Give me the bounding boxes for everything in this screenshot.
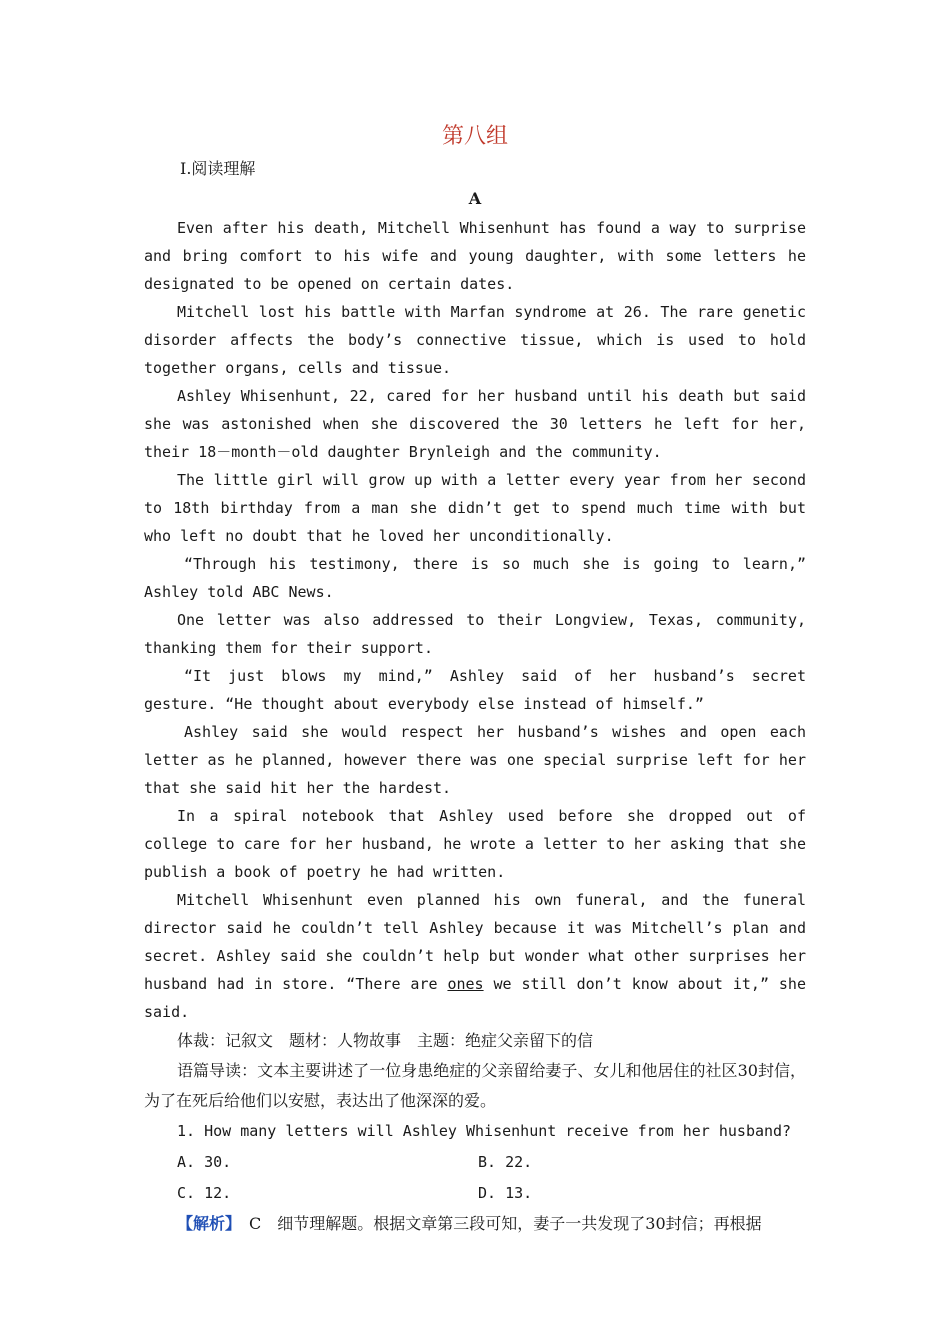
passage-text: Mitchell Whisenhunt even planned his own funeral, and the funeral director said he couldn’t tell Ashley because it was Mitchell’s plan and secret. Ashley said she couldn’t help but wonder what other surprises her husband had in store. “There are [144, 891, 806, 993]
document-page [144, 120, 806, 1239]
answer-explanation [144, 1209, 806, 1239]
answer-text: 细节理解题。根据文章第三段可知，妻子一共发现了30封信；再根据 [277, 1214, 762, 1233]
answer-letter: C [249, 1214, 262, 1233]
passage-paragraph: Ashley Whisenhunt, 22, cared for her husband until his death but said she was astonished when she discovered the 30 letters he left for her, their 18－month－old daughter Brynleigh and the community. [144, 387, 806, 461]
passage-paragraph: In a spiral notebook that Ashley used before she dropped out of college to care for her husband, he wrote a letter to her asking that she publish a book of poetry he had written. [144, 807, 806, 881]
options-row [177, 1178, 806, 1209]
passage-paragraph: “It just blows my mind,” Ashley said of her husband’s secret gesture. “He thought about everybody else instead of himself.” [144, 667, 806, 713]
options-row [177, 1147, 806, 1178]
question-text: 1. How many letters will Ashley Whisenhunt receive from her husband? [177, 1122, 792, 1140]
passage-label: A [468, 189, 482, 208]
option-c: C. 12. [177, 1184, 232, 1202]
passage-paragraph: One letter was also addressed to their Longview, Texas, community, thanking them for their support. [144, 611, 806, 657]
passage-paragraph: Mitchell lost his battle with Marfan syndrome at 26. The rare genetic disorder affects the body’s connective tissue, which is used to hold together organs, cells and tissue. [144, 303, 806, 377]
passage-paragraph: Even after his death, Mitchell Whisenhunt has found a way to surprise and bring comfort to his wife and young daughter, with some letters he designated to be opened on certain dates. [144, 219, 806, 293]
section-heading: Ⅰ.阅读理解 [180, 159, 256, 178]
passage-paragraph: The little girl will grow up with a letter every year from her second to 18th birthday from a man she didn’t get to spend much time with but who left no doubt that he loved her unconditionally. [144, 471, 806, 545]
passage-paragraph-last [144, 886, 806, 1026]
underlined-word: ones [447, 975, 484, 993]
option-a: A. 30. [177, 1153, 232, 1171]
option-d: D. 13. [478, 1184, 533, 1202]
genre-line: 体裁：记叙文 题材：人物故事 主题：绝症父亲留下的信 [177, 1031, 594, 1050]
option-b: B. 22. [478, 1153, 533, 1171]
passage-paragraph: Ashley said she would respect her husband’s wishes and open each letter as he planned, however there was one special surprise left for her that she said hit her the hardest. [144, 723, 806, 797]
analysis-tag: 【解析】 [177, 1214, 234, 1233]
passage-text-tail: we still don’t know about it,” she said. [144, 975, 806, 1021]
page-title: 第八组 [441, 124, 508, 149]
reading-guide: 语篇导读：文本主要讲述了一位身患绝症的父亲留给妻子、女儿和他居住的社区30封信，为了在死后给他们以安慰，表达出了他深深的爱。 [144, 1061, 806, 1110]
passage-paragraph: “Through his testimony, there is so much she is going to learn,” Ashley told ABC News. [144, 555, 806, 601]
